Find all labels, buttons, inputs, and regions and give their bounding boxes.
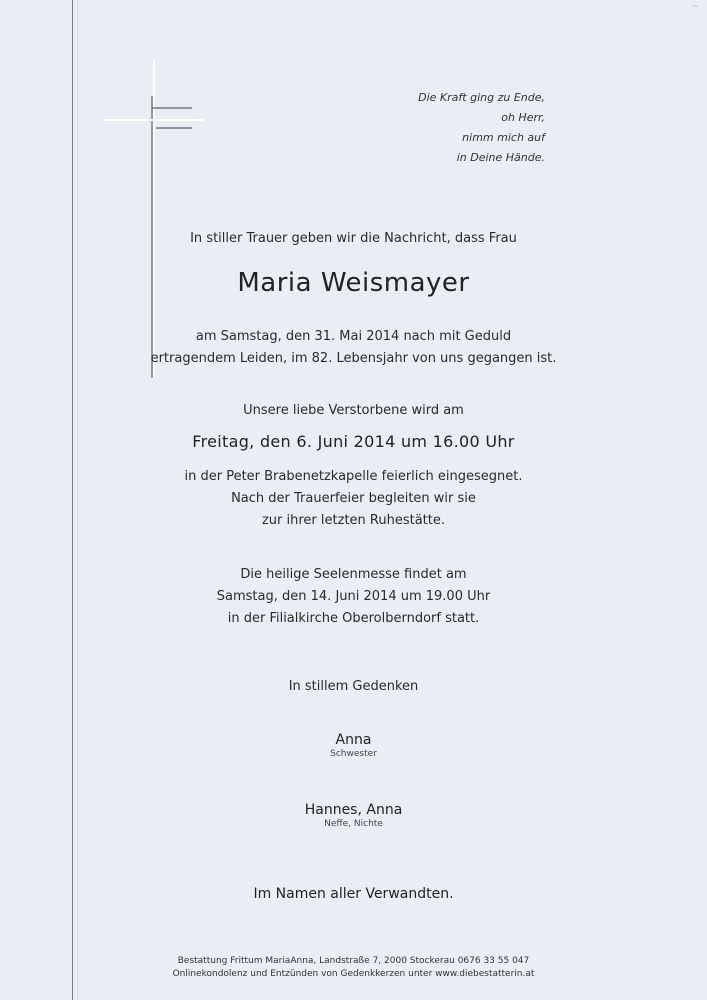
mass-line: Samstag, den 14. Juni 2014 um 19.00 Uhr	[216, 589, 491, 604]
intro-text: In stiller Trauer geben wir die Nachricht, dass Frau	[190, 231, 517, 246]
quote-line: oh Herr,	[501, 111, 545, 124]
corner-mark: ~	[691, 2, 699, 12]
footer	[0, 955, 707, 981]
mourner-relation: Schwester	[330, 749, 377, 759]
footer-line: Bestattung Frittum MariaAnna, Landstraße 7, 2000 Stockerau 0676 33 55 047	[177, 956, 530, 966]
quote-line: in Deine Hände.	[456, 151, 545, 164]
funeral-line: zur ihrer letzten Ruhestätte.	[261, 513, 445, 528]
funeral-intro: Unsere liebe Verstorbene wird am	[243, 403, 464, 418]
funeral-line: Nach der Trauerfeier begleiten wir sie	[231, 491, 476, 506]
death-announcement	[0, 326, 707, 370]
closing-text: Im Namen aller Verwandten.	[253, 886, 454, 902]
mourner-name: Anna	[335, 732, 372, 748]
mourner-name: Hannes, Anna	[304, 802, 403, 818]
funeral-details	[0, 466, 707, 532]
death-line: ertragendem Leiden, im 82. Lebensjahr von uns gegangen ist.	[150, 351, 557, 366]
memory-text: In stillem Gedenken	[288, 679, 419, 694]
death-line: am Samstag, den 31. Mai 2014 nach mit Geduld	[195, 329, 512, 344]
funeral-line: in der Peter Brabenetzkapelle feierlich eingesegnet.	[184, 469, 523, 484]
funeral-date: Freitag, den 6. Juni 2014 um 16.00 Uhr	[192, 432, 515, 451]
mourner-relation: Neffe, Nichte	[324, 819, 383, 829]
mourner	[0, 802, 707, 830]
quote-line: Die Kraft ging zu Ende,	[418, 91, 545, 104]
mass-line: Die heilige Seelenmesse findet am	[240, 567, 467, 582]
mass-details	[0, 564, 707, 630]
quote-line: nimm mich auf	[462, 131, 545, 144]
mass-line: in der Filialkirche Oberolberndorf statt.	[227, 611, 480, 626]
bible-quote	[418, 88, 545, 168]
mourner	[0, 732, 707, 760]
footer-line: Onlinekondolenz und Entzünden von Gedenkkerzen unter www.diebestatterin.at	[172, 969, 535, 979]
deceased-name: Maria Weismayer	[237, 268, 470, 298]
